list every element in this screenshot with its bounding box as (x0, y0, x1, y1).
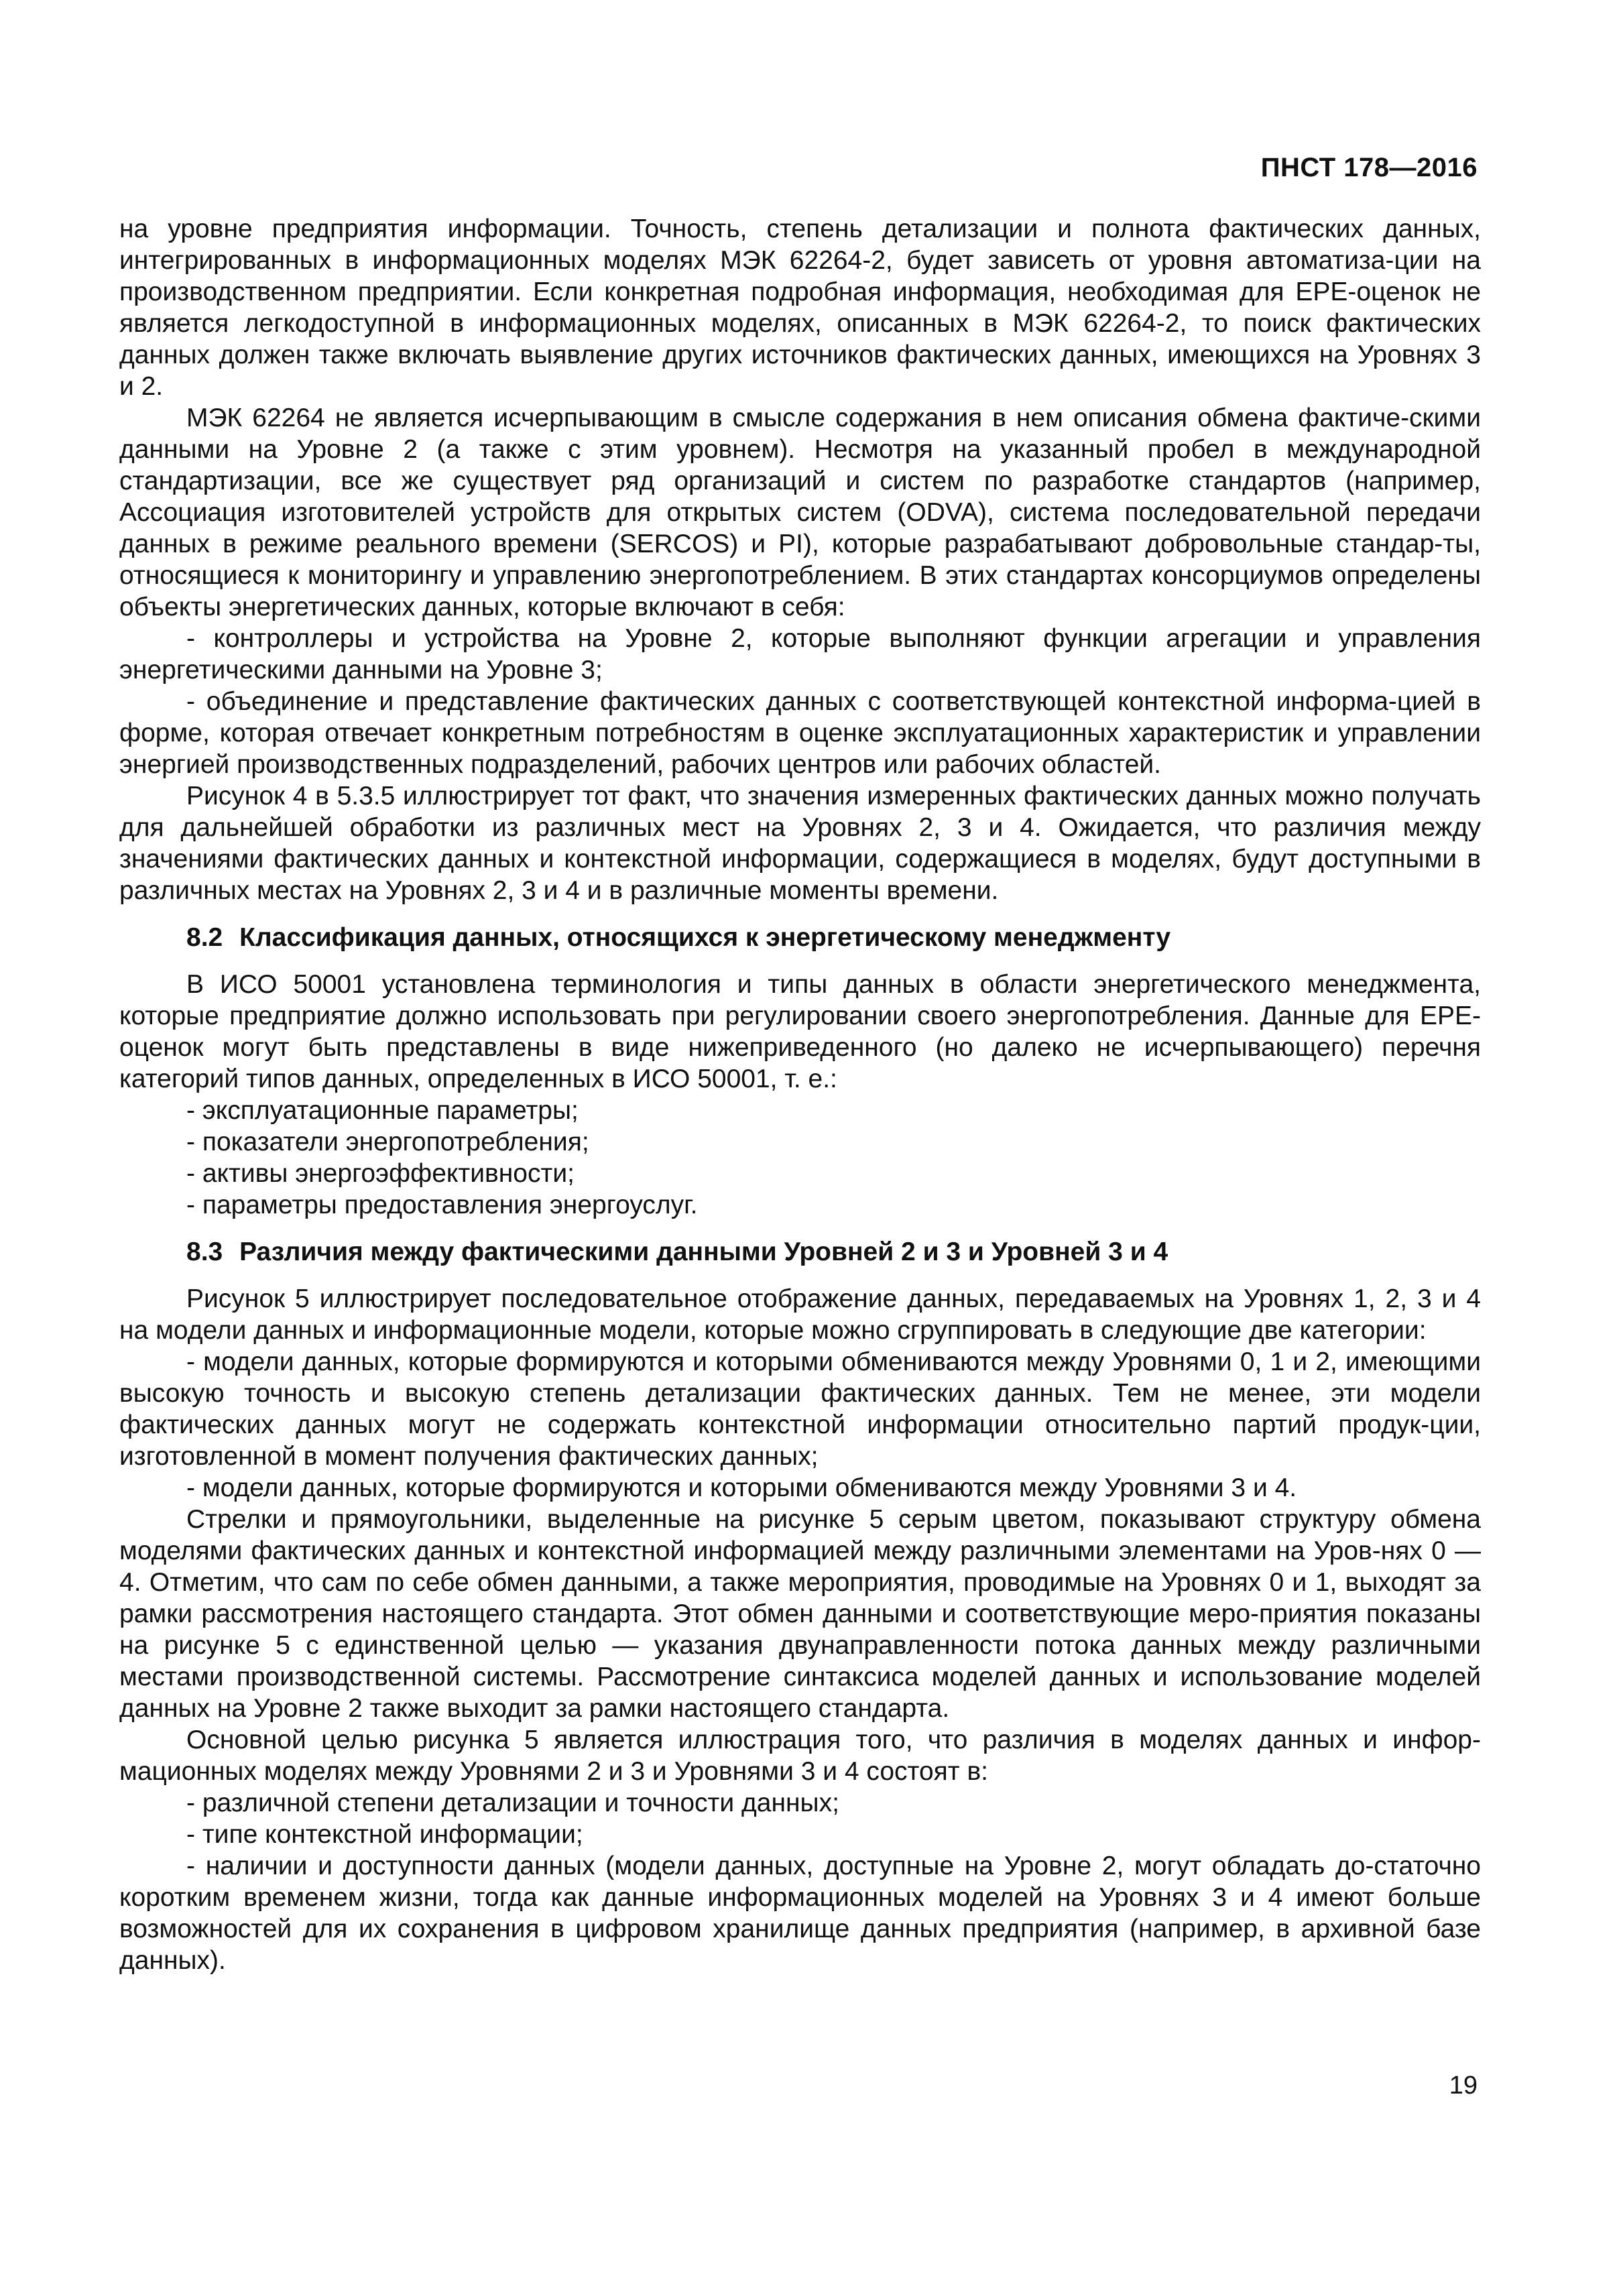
document-header: ПНСТ 178—2016 (1260, 153, 1478, 182)
list-item: - активы энергоэффективности; (186, 1159, 575, 1188)
list-item: - модели данных, которые формируются и которыми обмениваются между Уровнями 3 и 4. (186, 1473, 1297, 1502)
section-number: 8.2 (186, 923, 223, 952)
section-number: 8.3 (186, 1237, 223, 1266)
paragraph: МЭК 62264 не является исчерпывающим в смысле содержания в нем описания обмена фактиче-скими данными на Уровне 2 (а также с этим уровнем). Несмотря на указанный пробел в международной стандартизации, все же существует ряд организаций и систем по разработке стандартов (например, Ассоциация изготовителей устройств для открытых систем (ODVA), система последовательной передачи данных в режиме реального времени (SERCOS) и PI), которые разрабатывают добровольные стандар-ты, относящиеся к мониторингу и управлению энергопотреблением. В этих стандартах консорциумов определены объекты энергетических данных, которые включают в себя: (119, 404, 1481, 621)
list-item: - параметры предоставления энергоуслуг. (186, 1191, 698, 1219)
paragraph: Рисунок 5 иллюстрирует последовательное отображение данных, передаваемых на Уровнях 1, 2, 3 и 4 на модели данных и информационные модели, которые можно сгруппировать в следующие две категории: (119, 1284, 1481, 1345)
section-heading (119, 922, 1481, 953)
list-item: - эксплуатационные параметры; (186, 1096, 579, 1125)
paragraph: Основной целью рисунка 5 является иллюстрация того, что различия в моделях данных и инфор-мационных моделях между Уровнями 2 и 3 и Уровнями 3 и 4 состоят в: (119, 1726, 1481, 1786)
list-item: - типе контекстной информации; (186, 1820, 583, 1849)
list-item: - наличии и доступности данных (модели данных, доступные на Уровне 2, могут обладать до-статочно коротким временем жизни, тогда как данные информационных моделей на Уровнях 3 и 4 имеют больше возможностей для их сохранения в цифровом хранилище данных предприятия (например, в архивной базе данных). (119, 1852, 1481, 1975)
list-item: - показатели энергопотребления; (186, 1128, 589, 1156)
list-item: - контроллеры и устройства на Уровне 2, которые выполняют функции агрегации и управления энергетическими данными на Уровне 3; (119, 624, 1481, 684)
section-title: Различия между фактическими данными Уровней 2 и 3 и Уровней 3 и 4 (239, 1237, 1168, 1266)
section-title: Классификация данных, относящихся к энергетическому менеджменту (239, 923, 1171, 952)
page-number: 19 (1449, 2071, 1478, 2100)
list-item: - модели данных, которые формируются и которыми обмениваются между Уровнями 0, 1 и 2, имеющими высокую точность и высокую степень детализации фактических данных. Тем не менее, эти модели фактических данных могут не содержать контекстной информации относительно партий продук-ции, изготовленной в момент получения фактических данных; (119, 1347, 1481, 1471)
paragraph: на уровне предприятия информации. Точность, степень детализации и полнота фактических данных, интегрированных в информационных моделях МЭК 62264-2, будет зависеть от уровня автоматиза-ции на производственном предприятии. Если конкретная подробная информация, необходимая для EPE-оценок не является легкодоступной в информационных моделях, описанных в МЭК 62264-2, то поиск фактических данных должен также включать выявление других источников фактических данных, имеющихся на Уровнях 3 и 2. (119, 215, 1481, 401)
paragraph: В ИСО 50001 установлена терминология и типы данных в области энергетического менеджмента, которые предприятие должно использовать при регулировании своего энергопотребления. Данные для EPE-оценок могут быть представлены в виде нижеприведенного (но далеко не исчерпывающего) перечня категорий типов данных, определенных в ИСО 50001, т. е.: (119, 970, 1481, 1093)
list-item: - объединение и представление фактических данных с соответствующей контекстной информа-цией в форме, которая отвечает конкретным потребностям в оценке эксплуатационных характеристик и управлении энергией производственных подразделений, рабочих центров или рабочих областей. (119, 687, 1481, 779)
page-body (119, 213, 1481, 1976)
paragraph: Рисунок 4 в 5.3.5 иллюстрирует тот факт, что значения измеренных фактических данных можно получать для дальнейшей обработки из различных мест на Уровнях 2, 3 и 4. Ожидается, что различия между значениями фактических данных и контекстной информации, содержащиеся в моделях, будут доступными в различных местах на Уровнях 2, 3 и 4 и в различные моменты времени. (119, 782, 1481, 905)
list-item: - различной степени детализации и точности данных; (186, 1789, 839, 1817)
paragraph: Стрелки и прямоугольники, выделенные на рисунке 5 серым цветом, показывают структуру обмена моделями фактических данных и контекстной информацией между различными элементами на Уров-нях 0 — 4. Отметим, что сам по себе обмен данными, а также мероприятия, проводимые на Уровнях 0 и 1, выходят за рамки рассмотрения настоящего стандарта. Этот обмен данными и соответствующие меро-приятия показаны на рисунке 5 с единственной целью — указания двунаправленности потока данных между различными местами производственной системы. Рассмотрение синтаксиса моделей данных и использование моделей данных на Уровне 2 также выходит за рамки настоящего стандарта. (119, 1505, 1481, 1723)
section-heading (119, 1236, 1481, 1268)
